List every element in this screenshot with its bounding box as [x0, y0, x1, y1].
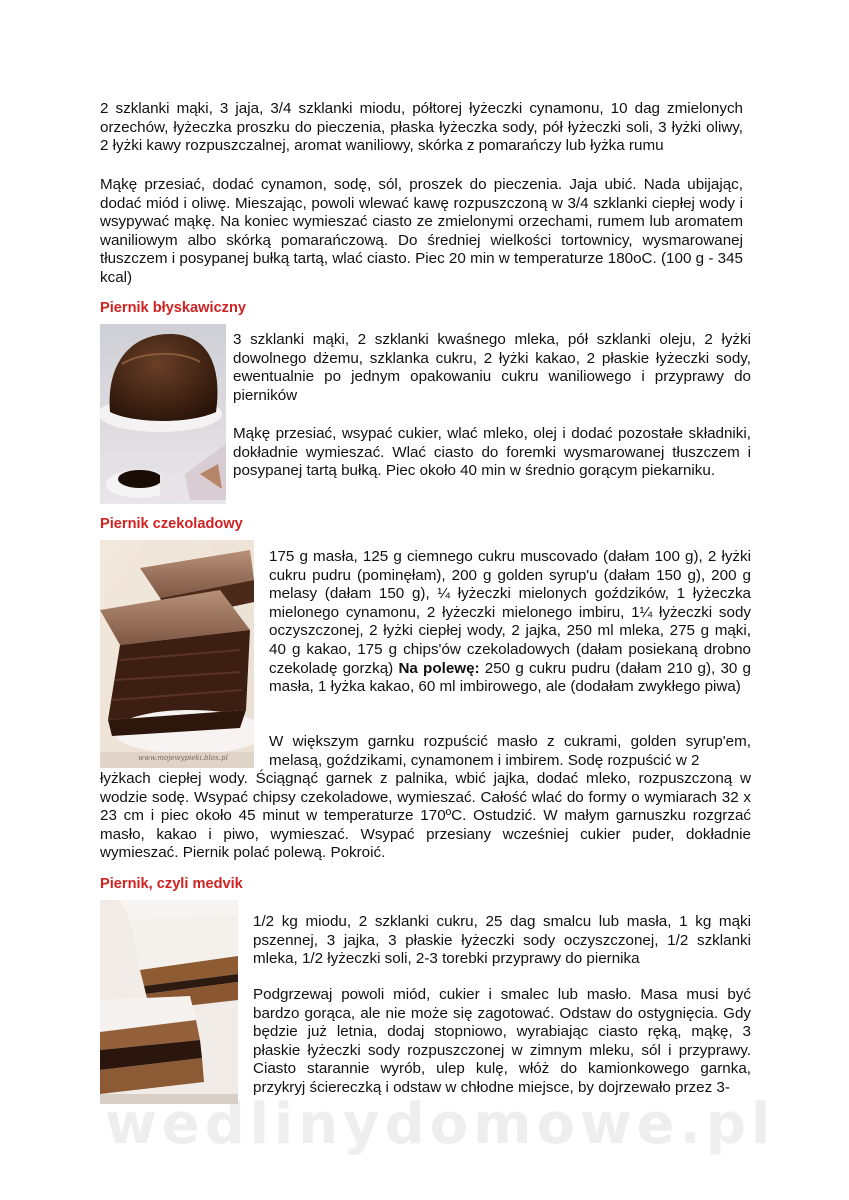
recipe-ingredients-medvik: 1/2 kg miodu, 2 szklanki cukru, 25 dag smalcu lub masła, 1 kg mąki pszennej, 3 jajka, 3 płaskie łyżeczki sody oczyszczonej, 1/2 szklanki mleka, 1/2 łyżeczki soli, 2-3 torebki przyprawy do piernika — [253, 913, 751, 968]
recipe-method-blyskawiczny: Mąkę przesiać, wsypać cukier, wlać mleko, olej i dodać pozostałe składniki, dokładnie wymieszać. Wlać ciasto do foremki wysmarowanej tłuszczem i posypanej tartą bułką. Piec około 40 min w średnio gorącym piekarniku. — [233, 425, 751, 480]
chocolate-gingerbread-photo — [100, 540, 254, 768]
recipe-method-czekoladowy-part1: W większym garnku rozpuścić masło z cukrami, golden syrup'em, melasą, goździkami, cynamonem i imbirem. Sodę rozpuścić w 2 — [269, 733, 751, 769]
medvik-cake-photo — [100, 900, 238, 1104]
recipe-method-czekoladowy-part2: łyżkach ciepłej wody. Ściągnąć garnek z palnika, wbić jajka, dodać mleko, rozpuszczoną w wodzie sodę. Wsypać chipsy czekoladowe, wymieszać. Całość wlać do formy o wymiarach 32 x 23 cm i piec około 45 minut w temperaturze 170ºC. Ostudzić. W małym garnuszku rozgrzać masło, kakao i piwo, wymieszać. Wsypać przesiany wcześniej cukier puder, dokładnie wymieszać. Piernik polać polewą. Pokroić. — [100, 770, 751, 862]
recipe-title-blyskawiczny: Piernik błyskawiczny — [100, 300, 247, 316]
icing-label: Na polewę: — [398, 659, 480, 677]
recipe-ingredients-blyskawiczny: 3 szklanki mąki, 2 szklanki kwaśnego mleka, pół szklanki oleju, 2 łyżki dowolnego dżemu, szklanka cukru, 2 łyżki kakao, 2 płaskie łyżeczki sody, ewentualnie po jednym opakowaniu cukru waniliowego i przyprawy do pierników — [233, 331, 751, 404]
gingerbread-loaf-photo — [100, 324, 226, 504]
photo-caption: www.mojewypieki.blox.pl — [138, 754, 228, 762]
icing-text: 250 g cukru pudru (dałam 210 g), 30 g masła, 1 łyżka kakao, 60 ml imbirowego, ale (dodałam zwykłego piwa) — [269, 659, 751, 696]
recipe-title-czekoladowy: Piernik czekoladowy — [100, 516, 243, 532]
recipe-ingredients-czekoladowy — [269, 548, 751, 697]
watermark: wedlinydomowe.pl — [105, 1092, 776, 1157]
ingredients-text: 175 g masła, 125 g ciemnego cukru muscovado (dałam 100 g), 2 łyżki cukru pudru (pominęłam), 200 g golden syrup'u (dałam 150 g), 200 g melasy (dałam 150 g), ¼ łyżeczki mielonych goździków, 1 łyżeczka mielonego cynamonu, 2 łyżeczki mielonego imbiru, 1¼ łyżeczki sody oczyszczonej, 2 łyżki ciepłej wody, 2 jajka, 250 ml mleka, 275 g mąki, 40 g kakao, 175 g chips'ów czekoladowych (dałam posiekaną drobno czekoladę gorzką) — [269, 548, 751, 677]
recipe-method-medvik: Podgrzewaj powoli miód, cukier i smalec lub masło. Masa musi być bardzo gorąca, ale nie może się zagotować. Odstaw do ostygnięcia. Gdy będzie już letnia, dodaj stopniowo, wyrabiając ciasto ręką, mąkę, 3 płaskie łyżeczki sody rozpuszczonej w zimnym mleku, sól i przyprawy. Ciasto starannie wyrób, ulep kulę, włóż do kamionkowego garnka, przykryj ściereczką i odstaw w chłodne miejsce, by dojrzewało przez 3- — [253, 986, 751, 1096]
recipe-title-medvik: Piernik, czyli medvik — [100, 876, 243, 892]
intro-method: Mąkę przesiać, dodać cynamon, sodę, sól, proszek do pieczenia. Jaja ubić. Nada ubijając, dodać miód i oliwę. Mieszając, powoli wlewać kawę rozpuszczoną w 3/4 szklanki ciepłej wody i wsypywać mąkę. Na koniec wymieszać ciasto ze zmielonymi orzechami, rumem lub aromatem waniliowym albo skórką pomarańczową. Do średniej wielkości tortownicy, wysmarowanej tłuszczem i posypanej bułką tartą, wlać ciasto. Piec 20 min w temperaturze 180oC. (100 g - 345 kcal) — [100, 176, 743, 286]
intro-ingredients: 2 szklanki mąki, 3 jaja, 3/4 szklanki miodu, półtorej łyżeczki cynamonu, 10 dag zmielonych orzechów, łyżeczka proszku do pieczenia, płaska łyżeczka sody, pół łyżeczki soli, 3 łyżki oliwy, 2 łyżki kawy rozpuszczalnej, aromat waniliowy, skórka z pomarańczy lub łyżka rumu — [100, 100, 743, 155]
